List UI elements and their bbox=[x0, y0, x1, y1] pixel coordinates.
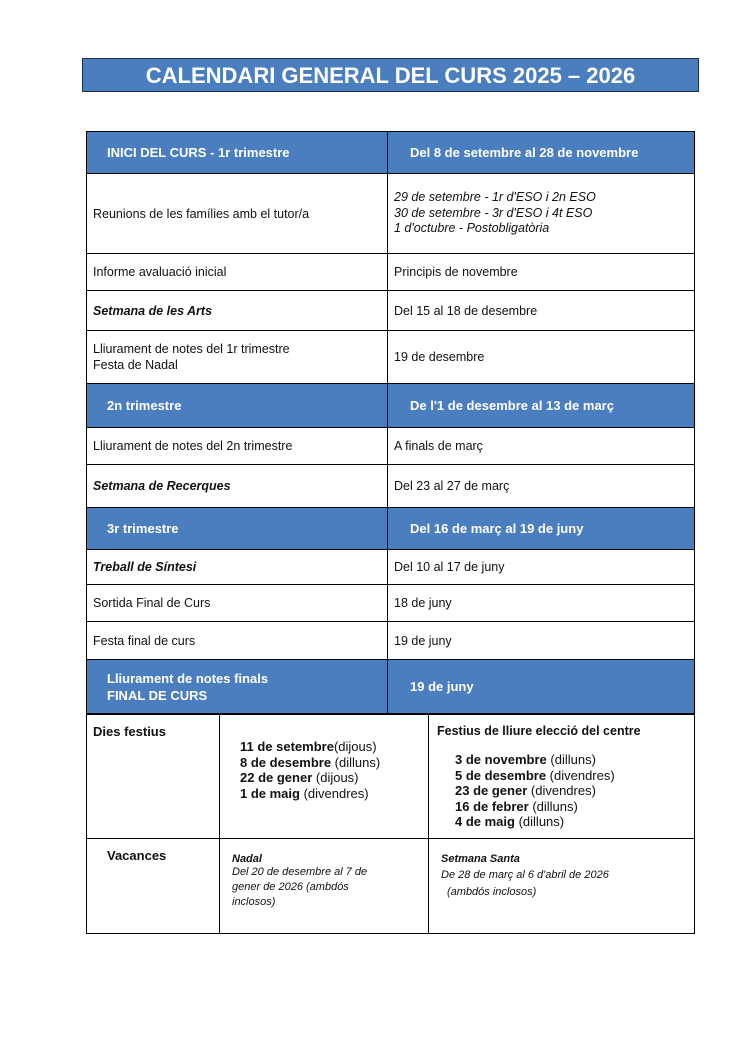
vacances-row bbox=[87, 839, 695, 934]
table-row bbox=[87, 174, 695, 254]
festius-label-cell bbox=[87, 715, 220, 839]
holiday-item: 16 de febrer (dilluns) bbox=[455, 798, 578, 814]
section-dates: 19 de juny bbox=[388, 660, 695, 714]
event-name: Informe avaluació inicial bbox=[87, 254, 388, 291]
table-row bbox=[87, 465, 695, 508]
event-dates: A finals de març bbox=[388, 428, 695, 465]
vacances-label-cell bbox=[87, 839, 220, 934]
event-dates bbox=[388, 174, 695, 254]
table-row bbox=[87, 622, 695, 660]
vacances-label: Vacances bbox=[107, 848, 167, 863]
event-name bbox=[87, 331, 388, 384]
event-name: Treball de Síntesi bbox=[87, 550, 388, 585]
table-row bbox=[87, 291, 695, 331]
event-date-line: 29 de setembre - 1r d'ESO i 2n ESO bbox=[394, 190, 596, 205]
section-header-2n-trimestre bbox=[87, 384, 695, 428]
section-header-final-de-curs bbox=[87, 660, 695, 714]
vacances-setmana-santa bbox=[429, 839, 695, 934]
section-dates: Del 16 de març al 19 de juny bbox=[388, 508, 695, 550]
section-dates: Del 8 de setembre al 28 de novembre bbox=[388, 132, 695, 174]
holiday-item: 23 de gener (divendres) bbox=[455, 783, 596, 798]
table-row bbox=[87, 550, 695, 585]
event-name-line: Festa de Nadal bbox=[93, 358, 178, 372]
section-title-line: Lliurament de notes finals bbox=[107, 670, 269, 686]
table-row bbox=[87, 428, 695, 465]
event-name: Sortida Final de Curs bbox=[87, 585, 388, 622]
event-dates: 19 de desembre bbox=[388, 331, 695, 384]
lliure-eleccio-list bbox=[437, 738, 694, 830]
nadal-title: Nadal bbox=[232, 853, 262, 865]
event-dates: Del 23 al 27 de març bbox=[388, 465, 695, 508]
page-title: CALENDARI GENERAL DEL CURS 2025 – 2026 bbox=[82, 58, 699, 92]
table-row bbox=[87, 331, 695, 384]
event-date-line: 1 d'octubre - Postobligatòria bbox=[394, 221, 550, 236]
event-dates: 18 de juny bbox=[388, 585, 695, 622]
section-title bbox=[87, 660, 388, 714]
lliure-eleccio-cell bbox=[429, 715, 695, 839]
event-dates: Del 15 al 18 de desembre bbox=[388, 291, 695, 331]
table-row bbox=[87, 585, 695, 622]
section-header-1r-trimestre bbox=[87, 132, 695, 174]
holiday-item: 4 de maig (dilluns) bbox=[455, 814, 565, 829]
event-name-line: Lliurament de notes del 1r trimestre bbox=[93, 342, 290, 356]
holiday-item: 11 de setembre(dijous) bbox=[240, 739, 377, 754]
event-name: Setmana de Recerques bbox=[87, 465, 388, 508]
section-title: 3r trimestre bbox=[87, 508, 388, 550]
holiday-item: 22 de gener (dijous) bbox=[240, 770, 359, 785]
holiday-item: 5 de desembre (divendres) bbox=[455, 767, 615, 783]
event-date-line: 30 de setembre - 3r d'ESO i 4t ESO bbox=[394, 205, 593, 220]
event-name: Reunions de les famílies amb el tutor/a bbox=[87, 174, 388, 254]
calendar-table bbox=[86, 131, 695, 714]
section-title: INICI DEL CURS - 1r trimestre bbox=[87, 132, 388, 174]
setmana-santa-dates: De 28 de març al 6 d'abril de 2026 (ambdós inclosos) bbox=[441, 869, 609, 898]
table-row bbox=[87, 254, 695, 291]
holiday-item: 8 de desembre (dilluns) bbox=[240, 754, 381, 770]
event-dates: 19 de juny bbox=[388, 622, 695, 660]
section-header-3r-trimestre bbox=[87, 508, 695, 550]
festius-label: Dies festius bbox=[93, 724, 166, 739]
holiday-item: 1 de maig (divendres) bbox=[240, 785, 369, 801]
event-dates: Del 10 al 17 de juny bbox=[388, 550, 695, 585]
holidays-table bbox=[86, 714, 695, 934]
event-name: Festa final de curs bbox=[87, 622, 388, 660]
festius-list bbox=[220, 715, 429, 839]
event-name: Lliurament de notes del 2n trimestre bbox=[87, 428, 388, 465]
setmana-santa-title: Setmana Santa bbox=[441, 853, 520, 865]
holiday-item: 3 de novembre (dilluns) bbox=[455, 752, 596, 767]
festius-row bbox=[87, 715, 695, 839]
section-dates: De l'1 de desembre al 13 de març bbox=[388, 384, 695, 428]
nadal-dates: Del 20 de desembre al 7 de gener de 2026 (ambdós inclosos) bbox=[232, 866, 368, 908]
event-dates: Principis de novembre bbox=[388, 254, 695, 291]
event-name: Setmana de les Arts bbox=[87, 291, 388, 331]
vacances-nadal bbox=[220, 839, 429, 934]
section-title: 2n trimestre bbox=[87, 384, 388, 428]
lliure-eleccio-label: Festius de lliure elecció del centre bbox=[437, 724, 641, 738]
section-title-line: FINAL DE CURS bbox=[107, 687, 208, 703]
